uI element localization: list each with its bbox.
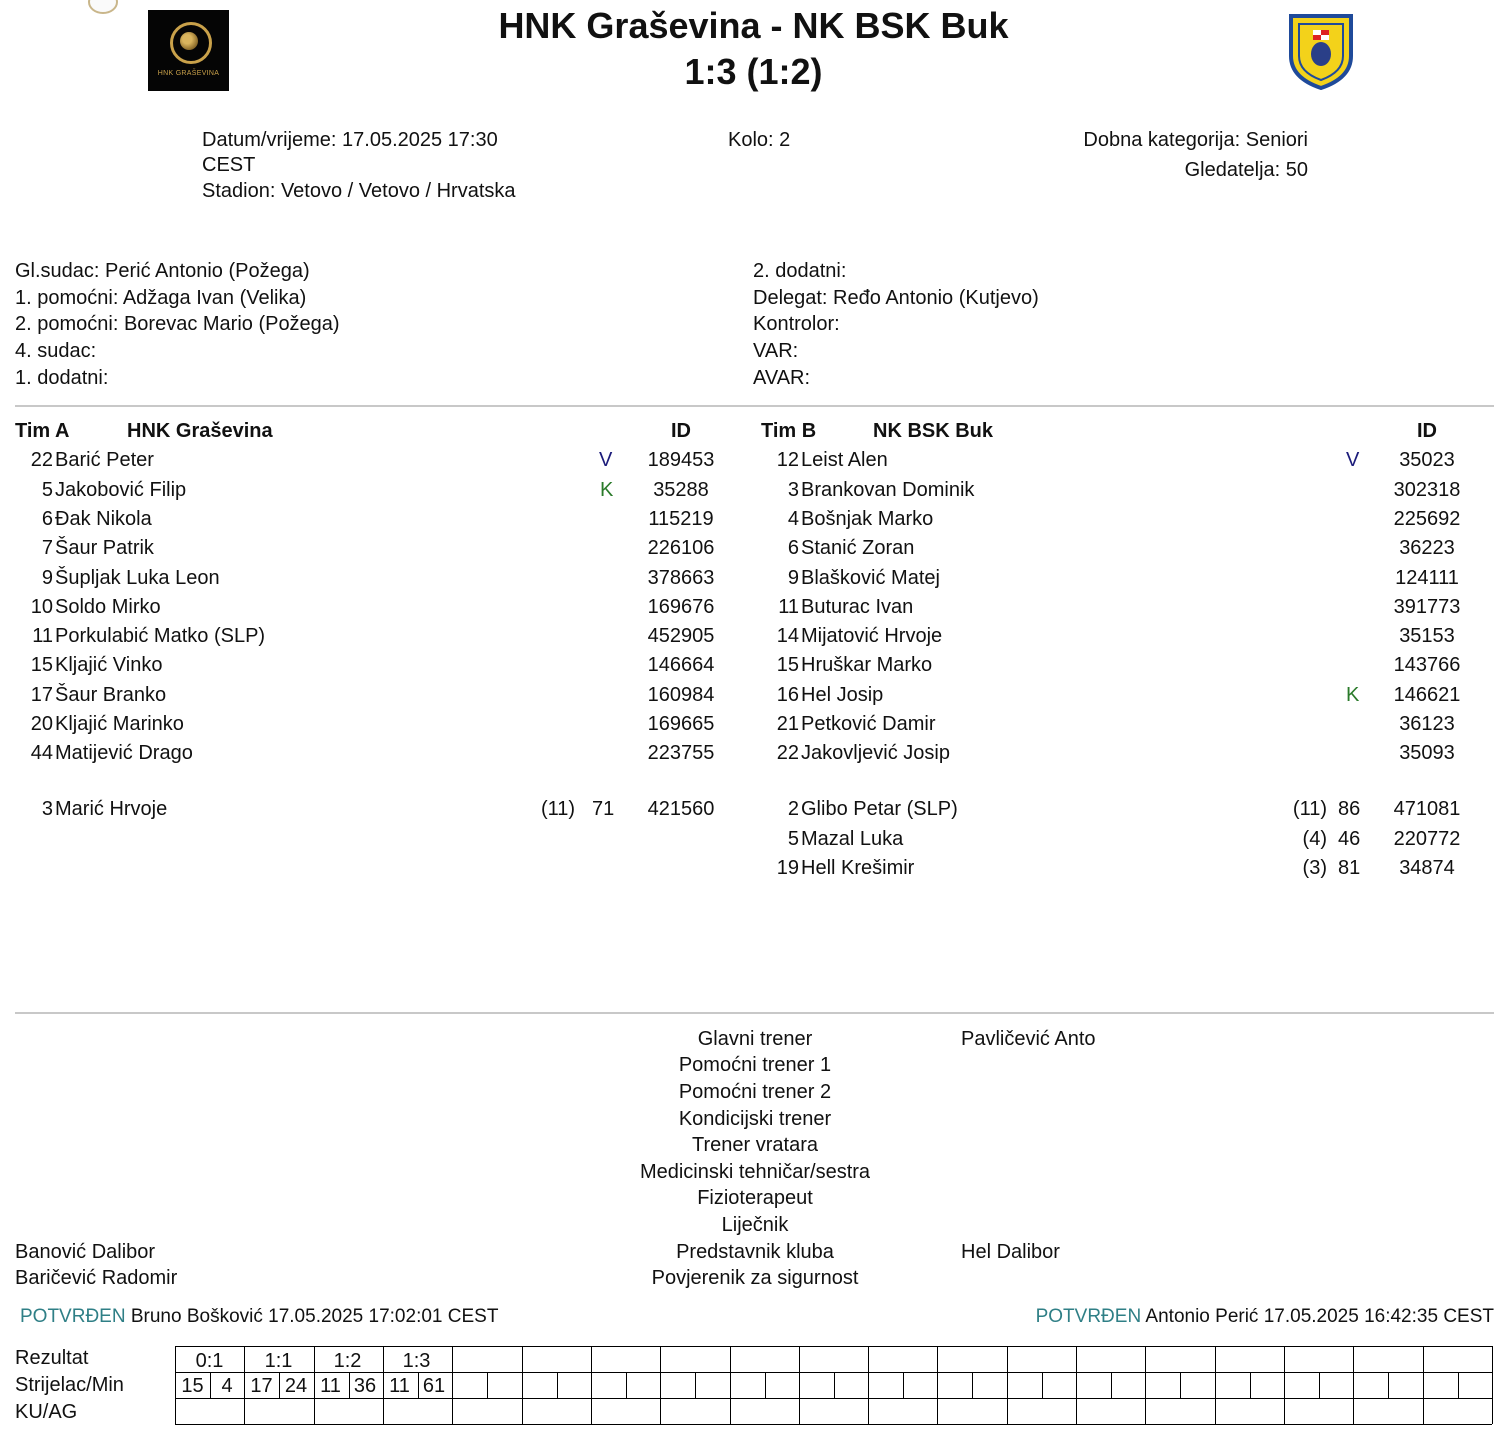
player-name: Stanić Zoran bbox=[801, 537, 915, 559]
staff-role: Glavni trener bbox=[697, 1028, 813, 1050]
grid-line bbox=[660, 1346, 661, 1424]
confirmation-team-b bbox=[1036, 1307, 1494, 1326]
player-name: Mijatović Hrvoje bbox=[801, 625, 943, 647]
official-controller: Kontrolor: bbox=[753, 313, 840, 335]
team-a-id-header: ID bbox=[671, 420, 691, 442]
player-number: 16 bbox=[776, 684, 799, 706]
official-var: VAR: bbox=[753, 340, 799, 362]
sub-name: Mazal Luka bbox=[801, 828, 904, 850]
player-id: 391773 bbox=[1393, 596, 1461, 618]
staff-role: Liječnik bbox=[721, 1214, 789, 1236]
sub-number: 5 bbox=[787, 828, 799, 850]
player-name: Hel Josip bbox=[801, 684, 884, 706]
player-number: 22 bbox=[30, 449, 53, 471]
grid-line bbox=[1042, 1372, 1043, 1398]
goalkeeper-mark: V bbox=[1346, 449, 1360, 471]
player-id: 160984 bbox=[647, 684, 715, 706]
grid-line bbox=[1423, 1346, 1424, 1424]
player-id: 378663 bbox=[647, 567, 715, 589]
player-name: Šupljak Luka Leon bbox=[55, 567, 220, 589]
player-number: 22 bbox=[776, 742, 799, 764]
staff-role: Pomoćni trener 1 bbox=[678, 1054, 832, 1076]
player-number: 4 bbox=[787, 508, 799, 530]
minute-cell: 36 bbox=[353, 1375, 377, 1397]
grid-line bbox=[834, 1372, 835, 1398]
player-name: Brankovan Dominik bbox=[801, 479, 975, 501]
player-number: 5 bbox=[41, 479, 53, 501]
team-a-safety-officer: Baričević Radomir bbox=[15, 1267, 178, 1289]
player-id: 169665 bbox=[647, 713, 715, 735]
sub-minute: 86 bbox=[1338, 798, 1361, 820]
player-number: 20 bbox=[30, 713, 53, 735]
grid-line bbox=[868, 1346, 869, 1424]
player-name: Matijević Drago bbox=[55, 742, 193, 764]
player-number: 6 bbox=[787, 537, 799, 559]
player-id: 35153 bbox=[1399, 625, 1455, 647]
player-id: 35093 bbox=[1399, 742, 1455, 764]
sub-minute: 81 bbox=[1338, 857, 1361, 879]
team-b-head-coach: Pavličević Anto bbox=[961, 1028, 1096, 1050]
scorer-row-label: Strijelac/Min bbox=[15, 1374, 124, 1396]
staff-role: Fizioterapeut bbox=[697, 1187, 813, 1209]
confirmation-details: Bruno Bošković 17.05.2025 17:02:01 CEST bbox=[130, 1306, 499, 1327]
grid-line bbox=[1215, 1346, 1216, 1424]
grid-line bbox=[1319, 1372, 1320, 1398]
confirmation-status: POTVRĐEN bbox=[1035, 1306, 1142, 1327]
player-number: 10 bbox=[30, 596, 53, 618]
sub-number: 3 bbox=[41, 798, 53, 820]
team-a-club-representative: Banović Dalibor bbox=[15, 1241, 156, 1263]
official-additional-1: 1. dodatni: bbox=[15, 367, 109, 389]
grid-line bbox=[626, 1372, 627, 1398]
official-additional-2: 2. dodatni: bbox=[753, 260, 847, 282]
grid-line bbox=[1284, 1346, 1285, 1424]
player-number: 6 bbox=[41, 508, 53, 530]
player-name: Blašković Matej bbox=[801, 567, 940, 589]
player-name: Šaur Branko bbox=[55, 684, 167, 706]
sub-replaced: (4) bbox=[1302, 828, 1327, 850]
player-id: 115219 bbox=[648, 508, 714, 530]
captain-mark: K bbox=[1346, 684, 1360, 706]
grid-line bbox=[557, 1372, 558, 1398]
scorer-cell: 17 bbox=[250, 1375, 273, 1397]
grid-line bbox=[1145, 1346, 1146, 1424]
team-a-name: HNK Graševina bbox=[127, 420, 273, 442]
divider bbox=[15, 405, 1494, 407]
confirmation-team-a bbox=[20, 1307, 498, 1326]
team-b-id-header: ID bbox=[1417, 420, 1437, 442]
grid-line bbox=[937, 1346, 938, 1424]
grid-line bbox=[695, 1372, 696, 1398]
sub-minute: 71 bbox=[592, 798, 615, 820]
player-id: 471081 bbox=[1393, 798, 1461, 820]
official-fourth: 4. sudac: bbox=[15, 340, 97, 362]
player-name: Jakovljević Josip bbox=[801, 742, 950, 764]
scorer-cell: 11 bbox=[320, 1375, 341, 1397]
team-b-name: NK BSK Buk bbox=[873, 420, 994, 442]
sub-name: Glibo Petar (SLP) bbox=[801, 798, 958, 820]
grid-line bbox=[765, 1372, 766, 1398]
player-number: 44 bbox=[30, 742, 53, 764]
player-id: 34874 bbox=[1399, 857, 1455, 879]
player-id: 169676 bbox=[647, 596, 715, 618]
player-name: Soldo Mirko bbox=[55, 596, 161, 618]
minute-cell: 24 bbox=[284, 1375, 308, 1397]
player-number: 11 bbox=[778, 596, 799, 618]
result-row-label: Rezultat bbox=[15, 1347, 89, 1369]
grid-line bbox=[175, 1346, 1492, 1347]
grid-line bbox=[1180, 1372, 1181, 1398]
player-id: 452905 bbox=[647, 625, 715, 647]
player-number: 12 bbox=[776, 449, 799, 471]
player-id: 421560 bbox=[647, 798, 715, 820]
player-id: 146621 bbox=[1393, 684, 1461, 706]
grid-line bbox=[1250, 1372, 1251, 1398]
player-name: Barić Peter bbox=[55, 449, 154, 471]
official-avar: AVAR: bbox=[753, 367, 811, 389]
player-id: 220772 bbox=[1393, 828, 1461, 850]
confirmation-status: POTVRĐEN bbox=[20, 1306, 126, 1327]
grid-line bbox=[1353, 1346, 1354, 1424]
grid-line bbox=[1076, 1346, 1077, 1424]
player-id: 35023 bbox=[1399, 449, 1455, 471]
grid-line bbox=[1111, 1372, 1112, 1398]
match-title: HNK Graševina - NK BSK Buk bbox=[498, 5, 1009, 46]
staff-role: Trener vratara bbox=[692, 1134, 818, 1156]
player-id: 225692 bbox=[1393, 508, 1461, 530]
grid-line bbox=[1388, 1372, 1389, 1398]
grid-line bbox=[903, 1372, 904, 1398]
official-main-referee: Gl.sudac: Perić Antonio (Požega) bbox=[15, 260, 310, 282]
staff-role: Predstavnik kluba bbox=[676, 1241, 834, 1263]
player-id: 36223 bbox=[1399, 537, 1455, 559]
grid-line bbox=[591, 1346, 592, 1424]
player-id: 226106 bbox=[647, 537, 715, 559]
sub-number: 19 bbox=[776, 857, 799, 879]
scorer-cell: 15 bbox=[181, 1375, 204, 1397]
goalkeeper-mark: V bbox=[599, 449, 613, 471]
official-assistant-2: 2. pomoćni: Borevac Mario (Požega) bbox=[15, 313, 340, 335]
result-cell: 0:1 bbox=[195, 1350, 224, 1372]
player-id: 143766 bbox=[1393, 654, 1461, 676]
player-name: Kljajić Vinko bbox=[55, 654, 163, 676]
grid-line bbox=[1492, 1346, 1493, 1424]
grid-line bbox=[1458, 1372, 1459, 1398]
match-datetime: Datum/vrijeme: 17.05.2025 17:30 bbox=[202, 129, 498, 151]
team-a-label: Tim A bbox=[15, 420, 70, 442]
staff-role: Povjerenik za sigurnost bbox=[651, 1267, 859, 1289]
sub-name: Marić Hrvoje bbox=[55, 798, 168, 820]
minute-cell: 61 bbox=[422, 1375, 446, 1397]
divider bbox=[15, 1012, 1494, 1014]
grid-line bbox=[522, 1346, 523, 1424]
player-number: 15 bbox=[30, 654, 53, 676]
grid-line bbox=[730, 1346, 731, 1424]
grid-line bbox=[1007, 1346, 1008, 1424]
result-cell: 1:1 bbox=[264, 1350, 293, 1372]
logo-a-text: HNK GRAŠEVINA bbox=[157, 70, 220, 77]
match-timezone: CEST bbox=[202, 154, 256, 176]
match-spectators: Gledatelja: 50 bbox=[1184, 159, 1308, 181]
staff-role: Medicinski tehničar/sestra bbox=[639, 1161, 871, 1183]
sub-number: 2 bbox=[787, 798, 799, 820]
team-b-label: Tim B bbox=[761, 420, 817, 442]
official-assistant-1: 1. pomoćni: Adžaga Ivan (Velika) bbox=[15, 287, 307, 309]
player-name: Hruškar Marko bbox=[801, 654, 933, 676]
player-id: 189453 bbox=[647, 449, 715, 471]
result-cell: 1:3 bbox=[402, 1350, 431, 1372]
player-number: 9 bbox=[787, 567, 799, 589]
player-number: 21 bbox=[776, 713, 799, 735]
sub-replaced: (3) bbox=[1302, 857, 1327, 879]
player-name: Šaur Patrik bbox=[55, 537, 154, 559]
player-number: 3 bbox=[787, 479, 799, 501]
player-id: 223755 bbox=[647, 742, 715, 764]
grid-line bbox=[487, 1372, 488, 1398]
sub-replaced: (11) bbox=[541, 798, 576, 820]
player-name: Jakobović Filip bbox=[55, 479, 187, 501]
player-number: 11 bbox=[32, 625, 53, 647]
player-number: 9 bbox=[41, 567, 53, 589]
grid-line bbox=[175, 1424, 1492, 1425]
player-number: 17 bbox=[30, 684, 53, 706]
grid-line bbox=[972, 1372, 973, 1398]
sub-replaced: (11) bbox=[1292, 798, 1327, 820]
grid-line bbox=[799, 1346, 800, 1424]
player-id: 146664 bbox=[647, 654, 715, 676]
confirmation-details: Antonio Perić 17.05.2025 16:42:35 CEST bbox=[1145, 1306, 1494, 1327]
match-stadium: Stadion: Vetovo / Vetovo / Hrvatska bbox=[202, 180, 516, 202]
player-number: 14 bbox=[776, 625, 799, 647]
sub-minute: 46 bbox=[1338, 828, 1361, 850]
sub-name: Hell Krešimir bbox=[801, 857, 915, 879]
player-number: 15 bbox=[776, 654, 799, 676]
scorer-cell: 11 bbox=[389, 1375, 410, 1397]
result-cell: 1:2 bbox=[333, 1350, 362, 1372]
team-b-club-representative: Hel Dalibor bbox=[961, 1241, 1060, 1263]
player-name: Buturac Ivan bbox=[801, 596, 914, 618]
player-id: 35288 bbox=[653, 479, 709, 501]
kuag-row-label: KU/AG bbox=[15, 1401, 78, 1423]
grid-line bbox=[175, 1398, 1492, 1399]
match-round: Kolo: 2 bbox=[728, 129, 791, 151]
grid-line bbox=[452, 1346, 453, 1424]
player-name: Đak Nikola bbox=[55, 508, 152, 530]
player-id: 302318 bbox=[1393, 479, 1461, 501]
player-name: Porkulabić Matko (SLP) bbox=[55, 625, 266, 647]
match-age-category: Dobna kategorija: Seniori bbox=[1083, 129, 1308, 151]
match-score: 1:3 (1:2) bbox=[684, 51, 823, 92]
player-name: Leist Alen bbox=[801, 449, 888, 471]
player-name: Bošnjak Marko bbox=[801, 508, 934, 530]
player-number: 7 bbox=[41, 537, 53, 559]
captain-mark: K bbox=[600, 479, 614, 501]
minute-cell: 4 bbox=[221, 1375, 233, 1397]
staff-role: Kondicijski trener bbox=[678, 1108, 832, 1130]
official-delegate: Delegat: Ređo Antonio (Kutjevo) bbox=[753, 287, 1039, 309]
player-name: Kljajić Marinko bbox=[55, 713, 184, 735]
player-id: 124111 bbox=[1395, 567, 1459, 589]
player-id: 36123 bbox=[1399, 713, 1455, 735]
staff-role: Pomoćni trener 2 bbox=[678, 1081, 832, 1103]
player-name: Petković Damir bbox=[801, 713, 936, 735]
